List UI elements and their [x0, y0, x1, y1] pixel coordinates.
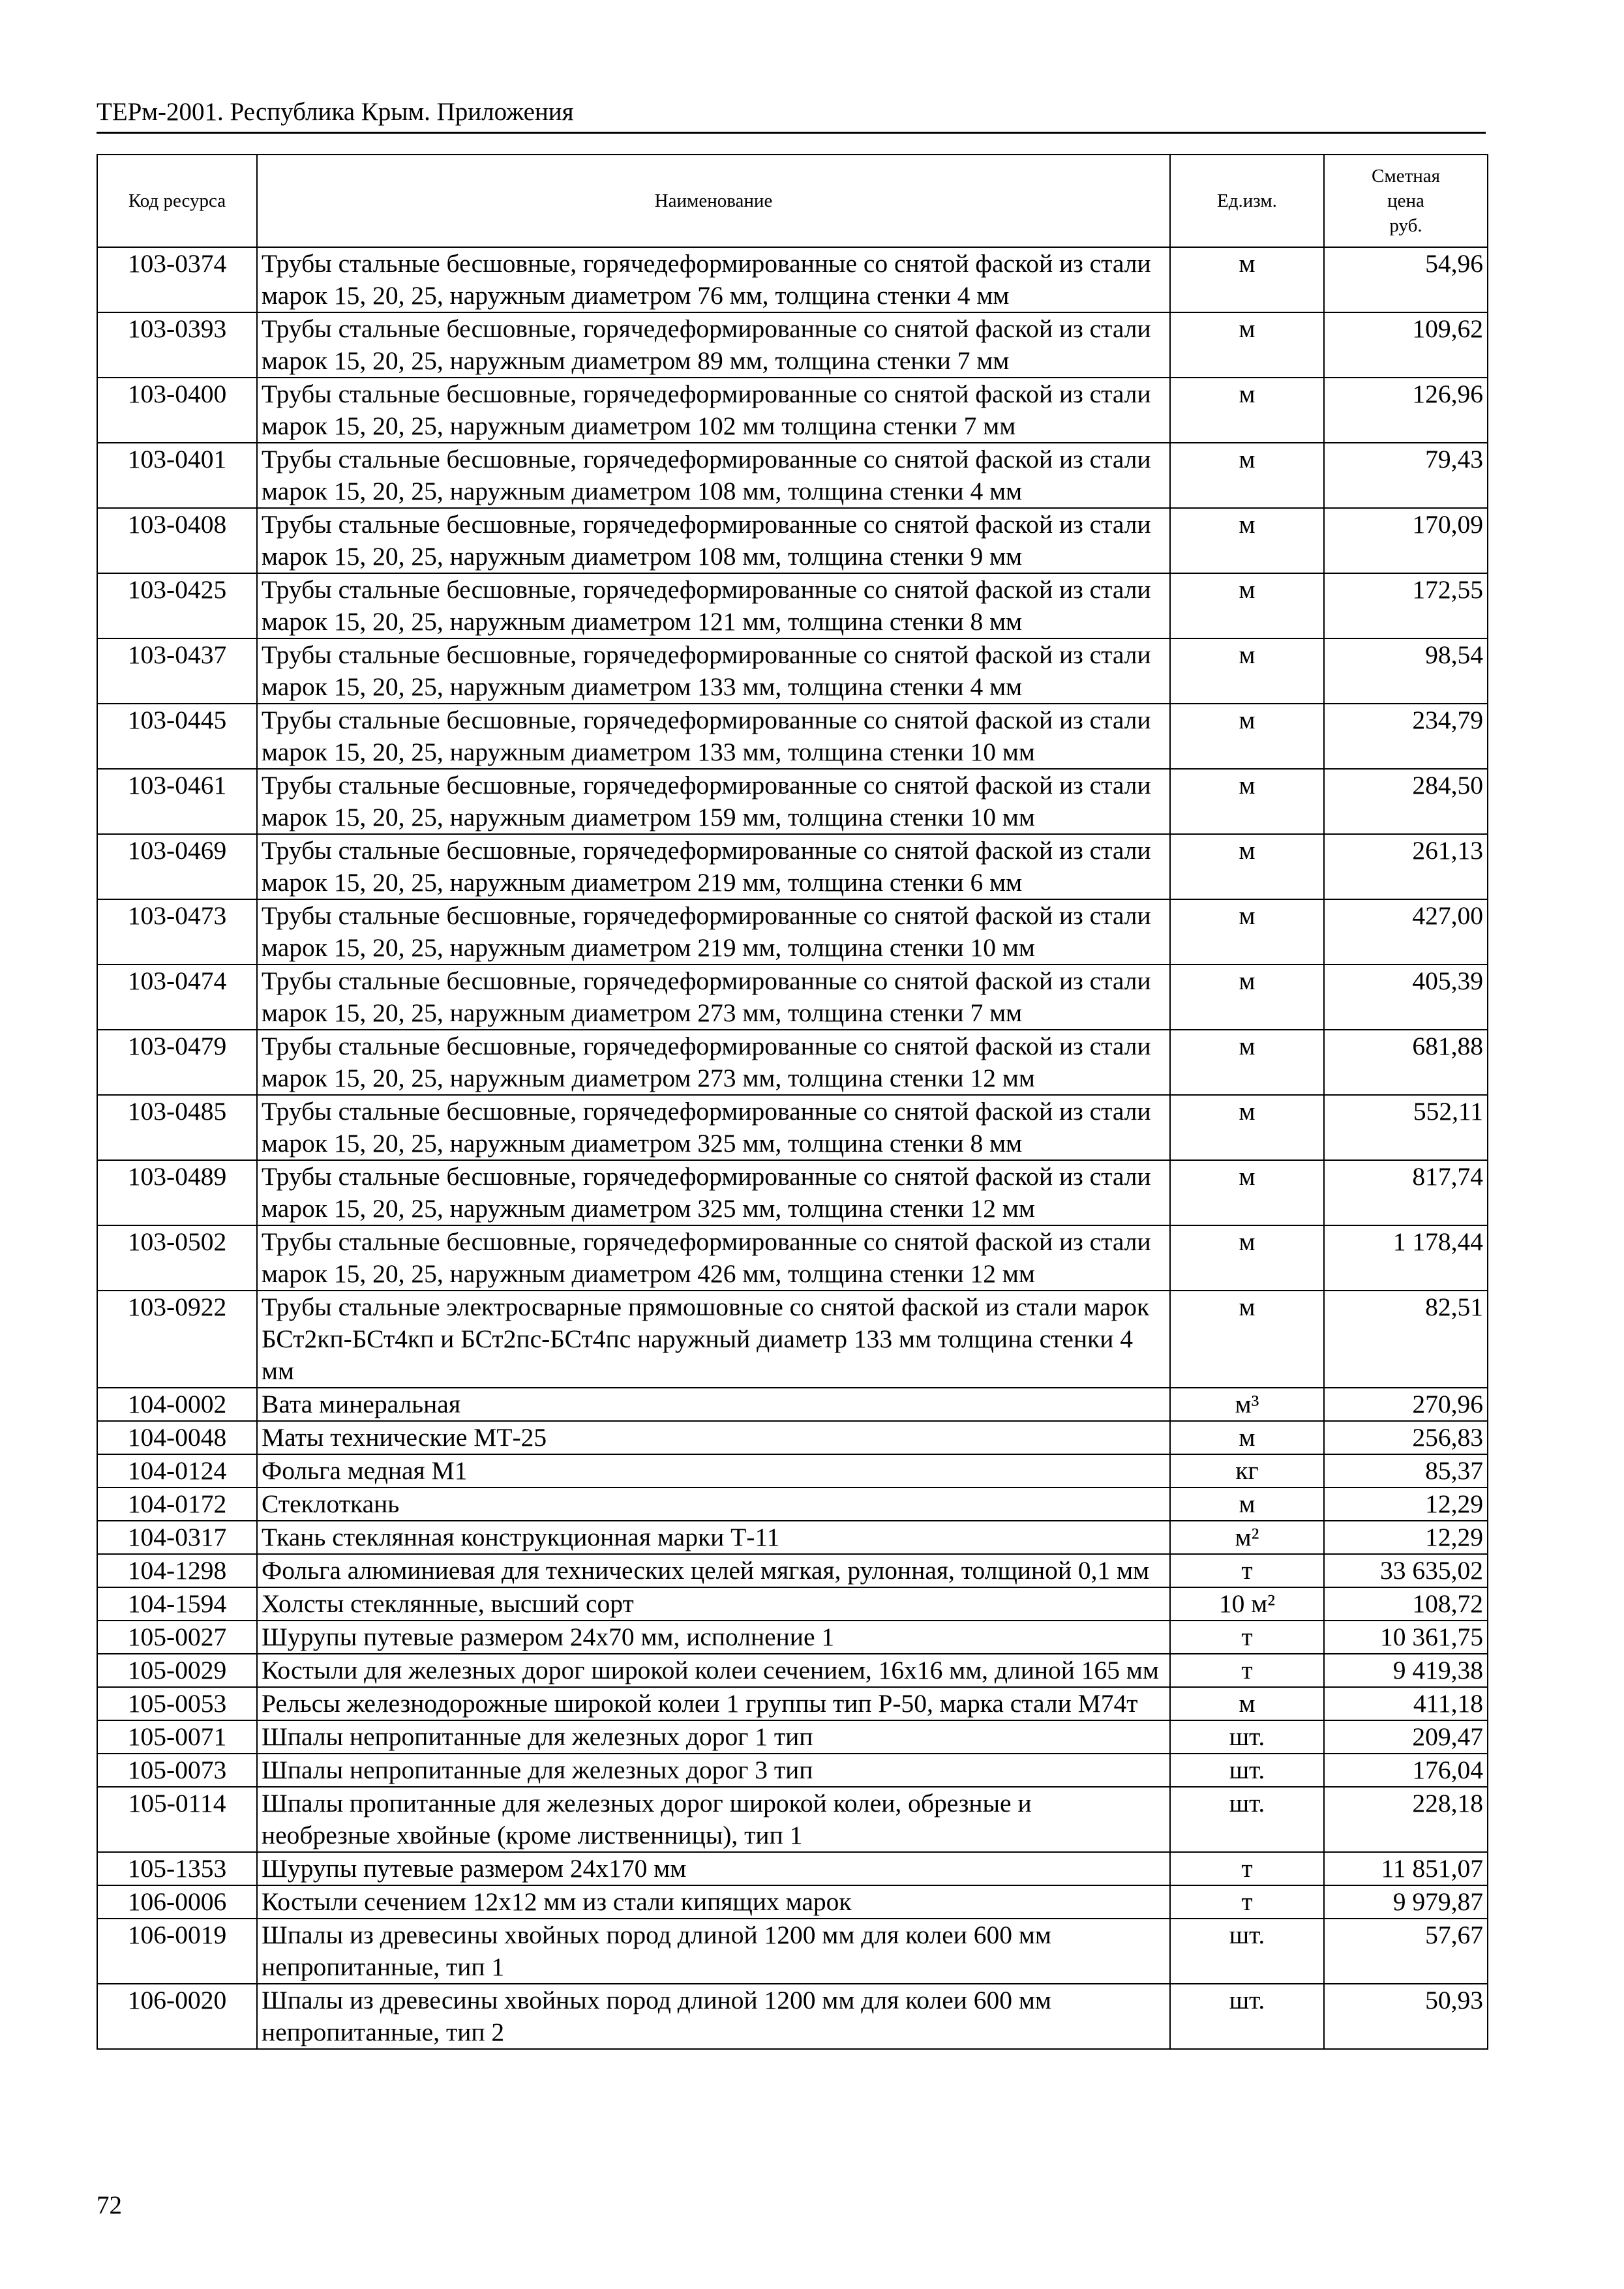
resource-code-cell: 103-0437 — [97, 638, 257, 704]
resource-name-cell: Трубы стальные бесшовные, горячедеформированные со снятой фаской из стали марок 15, 20, 25, наружным диаметром 121 мм, толщина стенки 8 мм — [257, 573, 1170, 638]
resource-code-cell: 103-0489 — [97, 1160, 257, 1225]
unit-cell: т — [1170, 1852, 1324, 1885]
unit-cell: м — [1170, 1488, 1324, 1521]
unit-cell: м — [1170, 704, 1324, 769]
price-cell: 50,93 — [1324, 1984, 1488, 2049]
price-cell: 284,50 — [1324, 769, 1488, 834]
unit-cell: м — [1170, 834, 1324, 899]
resource-name-cell: Шпалы непропитанные для железных дорог 3 тип — [257, 1754, 1170, 1787]
resource-code-cell: 103-0474 — [97, 965, 257, 1030]
resource-code-cell: 103-0461 — [97, 769, 257, 834]
table-row — [97, 1421, 1488, 1454]
unit-cell: м — [1170, 638, 1324, 704]
page-number: 72 — [97, 2191, 122, 2219]
resource-name-cell: Трубы стальные бесшовные, горячедеформированные со снятой фаской из стали марок 15, 20, 25, наружным диаметром 108 мм, толщина стенки 9 мм — [257, 508, 1170, 573]
table-row — [97, 1720, 1488, 1754]
resource-name-cell: Вата минеральная — [257, 1388, 1170, 1421]
unit-cell: т — [1170, 1885, 1324, 1919]
price-cell: 270,96 — [1324, 1388, 1488, 1421]
price-cell: 9 979,87 — [1324, 1885, 1488, 1919]
unit-cell: 10 м² — [1170, 1587, 1324, 1621]
table-row — [97, 1160, 1488, 1225]
price-cell: 427,00 — [1324, 899, 1488, 965]
resource-code-cell: 103-0401 — [97, 443, 257, 508]
resource-name-cell: Трубы стальные бесшовные, горячедеформированные со снятой фаской из стали марок 15, 20, 25, наружным диаметром 273 мм, толщина стенки 7 мм — [257, 965, 1170, 1030]
column-header-unit: Ед.изм. — [1170, 155, 1324, 247]
price-cell: 234,79 — [1324, 704, 1488, 769]
resource-code-cell: 103-0400 — [97, 378, 257, 443]
resource-name-cell: Маты технические МТ-25 — [257, 1421, 1170, 1454]
resource-name-cell: Фольга алюминиевая для технических целей мягкая, рулонная, толщиной 0,1 мм — [257, 1554, 1170, 1587]
resource-name-cell: Шпалы пропитанные для железных дорог широкой колеи, обрезные и необрезные хвойные (кроме лиственницы), тип 1 — [257, 1787, 1170, 1852]
resource-name-cell: Ткань стеклянная конструкционная марки Т-11 — [257, 1521, 1170, 1554]
resource-name-cell: Костыли для железных дорог широкой колеи сечением, 16х16 мм, длиной 165 мм — [257, 1654, 1170, 1687]
price-cell: 9 419,38 — [1324, 1654, 1488, 1687]
resource-name-cell: Шпалы из древесины хвойных пород длиной 1200 мм для колеи 600 мм непропитанные, тип 1 — [257, 1919, 1170, 1984]
unit-cell: м — [1170, 965, 1324, 1030]
price-cell: 176,04 — [1324, 1754, 1488, 1787]
resource-code-cell: 103-0473 — [97, 899, 257, 965]
resource-code-cell: 103-0502 — [97, 1225, 257, 1291]
resource-code-cell: 106-0006 — [97, 1885, 257, 1919]
price-cell: 411,18 — [1324, 1687, 1488, 1720]
resource-code-cell: 105-0114 — [97, 1787, 257, 1852]
resource-name-cell: Трубы стальные бесшовные, горячедеформированные со снятой фаской из стали марок 15, 20, 25, наружным диаметром 219 мм, толщина стенки 6 мм — [257, 834, 1170, 899]
resource-code-cell: 105-0053 — [97, 1687, 257, 1720]
price-cell: 85,37 — [1324, 1454, 1488, 1488]
resource-code-cell: 104-1298 — [97, 1554, 257, 1587]
price-cell: 79,43 — [1324, 443, 1488, 508]
resource-code-cell: 103-0485 — [97, 1095, 257, 1160]
table-row — [97, 1095, 1488, 1160]
unit-cell: т — [1170, 1621, 1324, 1654]
resource-code-cell: 103-0469 — [97, 834, 257, 899]
table-row — [97, 1852, 1488, 1885]
resource-code-cell: 105-0073 — [97, 1754, 257, 1787]
unit-cell: м — [1170, 769, 1324, 834]
price-cell: 172,55 — [1324, 573, 1488, 638]
table-row — [97, 1787, 1488, 1852]
column-header-price — [1324, 155, 1488, 247]
resource-name-cell: Шурупы путевые размером 24х170 мм — [257, 1852, 1170, 1885]
unit-cell: м — [1170, 1687, 1324, 1720]
table-row — [97, 1388, 1488, 1421]
resource-code-cell: 106-0019 — [97, 1919, 257, 1984]
page-header — [97, 97, 1486, 134]
resource-name-cell: Костыли сечением 12х12 мм из стали кипящих марок — [257, 1885, 1170, 1919]
table-row — [97, 1225, 1488, 1291]
resource-name-cell: Холсты стеклянные, высший сорт — [257, 1587, 1170, 1621]
unit-cell: кг — [1170, 1454, 1324, 1488]
table-row — [97, 638, 1488, 704]
unit-cell: шт. — [1170, 1787, 1324, 1852]
resource-name-cell: Трубы стальные электросварные прямошовные со снятой фаской из стали марок БСт2кп-БСт4кп и БСт2пс-БСт4пс наружный диаметр 133 мм толщина стенки 4 мм — [257, 1291, 1170, 1388]
resource-code-cell: 106-0020 — [97, 1984, 257, 2049]
unit-cell: м — [1170, 443, 1324, 508]
table-row — [97, 1687, 1488, 1720]
price-cell: 11 851,07 — [1324, 1852, 1488, 1885]
table-row — [97, 1919, 1488, 1984]
table-row — [97, 1621, 1488, 1654]
unit-cell: м — [1170, 378, 1324, 443]
resource-code-cell: 105-1353 — [97, 1852, 257, 1885]
price-cell: 54,96 — [1324, 247, 1488, 312]
column-header-price-line: Сметная — [1372, 166, 1440, 187]
unit-cell: м — [1170, 1421, 1324, 1454]
resource-name-cell: Шпалы из древесины хвойных пород длиной 1200 мм для колеи 600 мм непропитанные, тип 2 — [257, 1984, 1170, 2049]
column-header-name: Наименование — [257, 155, 1170, 247]
price-cell: 98,54 — [1324, 638, 1488, 704]
price-cell: 228,18 — [1324, 1787, 1488, 1852]
resource-code-cell: 103-0479 — [97, 1030, 257, 1095]
table-row — [97, 1554, 1488, 1587]
price-cell: 10 361,75 — [1324, 1621, 1488, 1654]
price-cell: 681,88 — [1324, 1030, 1488, 1095]
unit-cell: м — [1170, 508, 1324, 573]
resource-name-cell: Трубы стальные бесшовные, горячедеформированные со снятой фаской из стали марок 15, 20, 25, наружным диаметром 426 мм, толщина стенки 12 мм — [257, 1225, 1170, 1291]
resource-name-cell: Трубы стальные бесшовные, горячедеформированные со снятой фаской из стали марок 15, 20, 25, наружным диаметром 102 мм толщина стенки 7 мм — [257, 378, 1170, 443]
resource-name-cell: Трубы стальные бесшовные, горячедеформированные со снятой фаской из стали марок 15, 20, 25, наружным диаметром 133 мм, толщина стенки 4 мм — [257, 638, 1170, 704]
unit-cell: м — [1170, 573, 1324, 638]
unit-cell: шт. — [1170, 1754, 1324, 1787]
unit-cell: шт. — [1170, 1919, 1324, 1984]
table-row — [97, 378, 1488, 443]
table-row — [97, 1654, 1488, 1687]
page-title: ТЕРм-2001. Республика Крым. Приложения — [97, 98, 574, 126]
resource-name-cell: Трубы стальные бесшовные, горячедеформированные со снятой фаской из стали марок 15, 20, 25, наружным диаметром 159 мм, толщина стенки 10 мм — [257, 769, 1170, 834]
resource-name-cell: Трубы стальные бесшовные, горячедеформированные со снятой фаской из стали марок 15, 20, 25, наружным диаметром 133 мм, толщина стенки 10 мм — [257, 704, 1170, 769]
table-row — [97, 899, 1488, 965]
table-row — [97, 1885, 1488, 1919]
resource-code-cell: 104-0048 — [97, 1421, 257, 1454]
resource-code-cell: 104-0002 — [97, 1388, 257, 1421]
resource-name-cell: Шпалы непропитанные для железных дорог 1 тип — [257, 1720, 1170, 1754]
price-cell: 405,39 — [1324, 965, 1488, 1030]
table-row — [97, 247, 1488, 312]
unit-cell: м — [1170, 1095, 1324, 1160]
table-row — [97, 834, 1488, 899]
price-cell: 817,74 — [1324, 1160, 1488, 1225]
unit-cell: м — [1170, 1160, 1324, 1225]
price-cell: 82,51 — [1324, 1291, 1488, 1388]
price-cell: 12,29 — [1324, 1521, 1488, 1554]
price-cell: 552,11 — [1324, 1095, 1488, 1160]
table-row — [97, 769, 1488, 834]
column-header-price-line: цена — [1387, 190, 1424, 211]
price-cell: 12,29 — [1324, 1488, 1488, 1521]
price-cell: 209,47 — [1324, 1720, 1488, 1754]
resource-code-cell: 103-0425 — [97, 573, 257, 638]
resource-code-cell: 104-0172 — [97, 1488, 257, 1521]
unit-cell: м² — [1170, 1521, 1324, 1554]
unit-cell: шт. — [1170, 1984, 1324, 2049]
resource-code-cell: 103-0922 — [97, 1291, 257, 1388]
unit-cell: т — [1170, 1554, 1324, 1587]
resource-code-cell: 103-0374 — [97, 247, 257, 312]
resource-name-cell: Трубы стальные бесшовные, горячедеформированные со снятой фаской из стали марок 15, 20, 25, наружным диаметром 325 мм, толщина стенки 12 мм — [257, 1160, 1170, 1225]
price-cell: 126,96 — [1324, 378, 1488, 443]
table-header-row — [97, 155, 1488, 247]
resource-name-cell: Стеклоткань — [257, 1488, 1170, 1521]
unit-cell: м — [1170, 899, 1324, 965]
resource-name-cell: Трубы стальные бесшовные, горячедеформированные со снятой фаской из стали марок 15, 20, 25, наружным диаметром 108 мм, толщина стенки 4 мм — [257, 443, 1170, 508]
table-body — [97, 247, 1488, 2049]
price-cell: 109,62 — [1324, 312, 1488, 378]
table-row — [97, 1030, 1488, 1095]
table-row — [97, 1521, 1488, 1554]
table-row — [97, 312, 1488, 378]
table-row — [97, 704, 1488, 769]
resource-name-cell: Фольга медная М1 — [257, 1454, 1170, 1488]
price-cell: 108,72 — [1324, 1587, 1488, 1621]
price-cell: 261,13 — [1324, 834, 1488, 899]
resource-code-cell: 105-0029 — [97, 1654, 257, 1687]
resource-name-cell: Трубы стальные бесшовные, горячедеформированные со снятой фаской из стали марок 15, 20, 25, наружным диаметром 89 мм, толщина стенки 7 мм — [257, 312, 1170, 378]
unit-cell: м — [1170, 312, 1324, 378]
resource-code-cell: 105-0027 — [97, 1621, 257, 1654]
table-row — [97, 1291, 1488, 1388]
resource-code-cell: 104-0317 — [97, 1521, 257, 1554]
table-row — [97, 443, 1488, 508]
price-cell: 256,83 — [1324, 1421, 1488, 1454]
resource-name-cell: Трубы стальные бесшовные, горячедеформированные со снятой фаской из стали марок 15, 20, 25, наружным диаметром 76 мм, толщина стенки 4 мм — [257, 247, 1170, 312]
resource-price-table — [97, 154, 1488, 2050]
table-row — [97, 1984, 1488, 2049]
unit-cell: шт. — [1170, 1720, 1324, 1754]
table-row — [97, 1587, 1488, 1621]
table-row — [97, 965, 1488, 1030]
resource-code-cell: 103-0393 — [97, 312, 257, 378]
table-row — [97, 1488, 1488, 1521]
resource-code-cell: 104-0124 — [97, 1454, 257, 1488]
resource-name-cell: Рельсы железнодорожные широкой колеи 1 группы тип Р-50, марка стали М74т — [257, 1687, 1170, 1720]
price-cell: 1 178,44 — [1324, 1225, 1488, 1291]
column-header-price-line: руб. — [1389, 215, 1422, 236]
table-row — [97, 1454, 1488, 1488]
price-cell: 57,67 — [1324, 1919, 1488, 1984]
resource-name-cell: Трубы стальные бесшовные, горячедеформированные со снятой фаской из стали марок 15, 20, 25, наружным диаметром 325 мм, толщина стенки 8 мм — [257, 1095, 1170, 1160]
unit-cell: м³ — [1170, 1388, 1324, 1421]
resource-name-cell: Трубы стальные бесшовные, горячедеформированные со снятой фаской из стали марок 15, 20, 25, наружным диаметром 219 мм, толщина стенки 10 мм — [257, 899, 1170, 965]
price-cell: 33 635,02 — [1324, 1554, 1488, 1587]
resource-name-cell: Шурупы путевые размером 24х70 мм, исполнение 1 — [257, 1621, 1170, 1654]
table-row — [97, 1754, 1488, 1787]
resource-name-cell: Трубы стальные бесшовные, горячедеформированные со снятой фаской из стали марок 15, 20, 25, наружным диаметром 273 мм, толщина стенки 12 мм — [257, 1030, 1170, 1095]
unit-cell: м — [1170, 1291, 1324, 1388]
resource-code-cell: 103-0445 — [97, 704, 257, 769]
resource-code-cell: 104-1594 — [97, 1587, 257, 1621]
unit-cell: м — [1170, 247, 1324, 312]
resource-code-cell: 103-0408 — [97, 508, 257, 573]
unit-cell: т — [1170, 1654, 1324, 1687]
resource-code-cell: 105-0071 — [97, 1720, 257, 1754]
table-row — [97, 573, 1488, 638]
unit-cell: м — [1170, 1225, 1324, 1291]
price-cell: 170,09 — [1324, 508, 1488, 573]
column-header-code: Код ресурса — [97, 155, 257, 247]
unit-cell: м — [1170, 1030, 1324, 1095]
table-row — [97, 508, 1488, 573]
